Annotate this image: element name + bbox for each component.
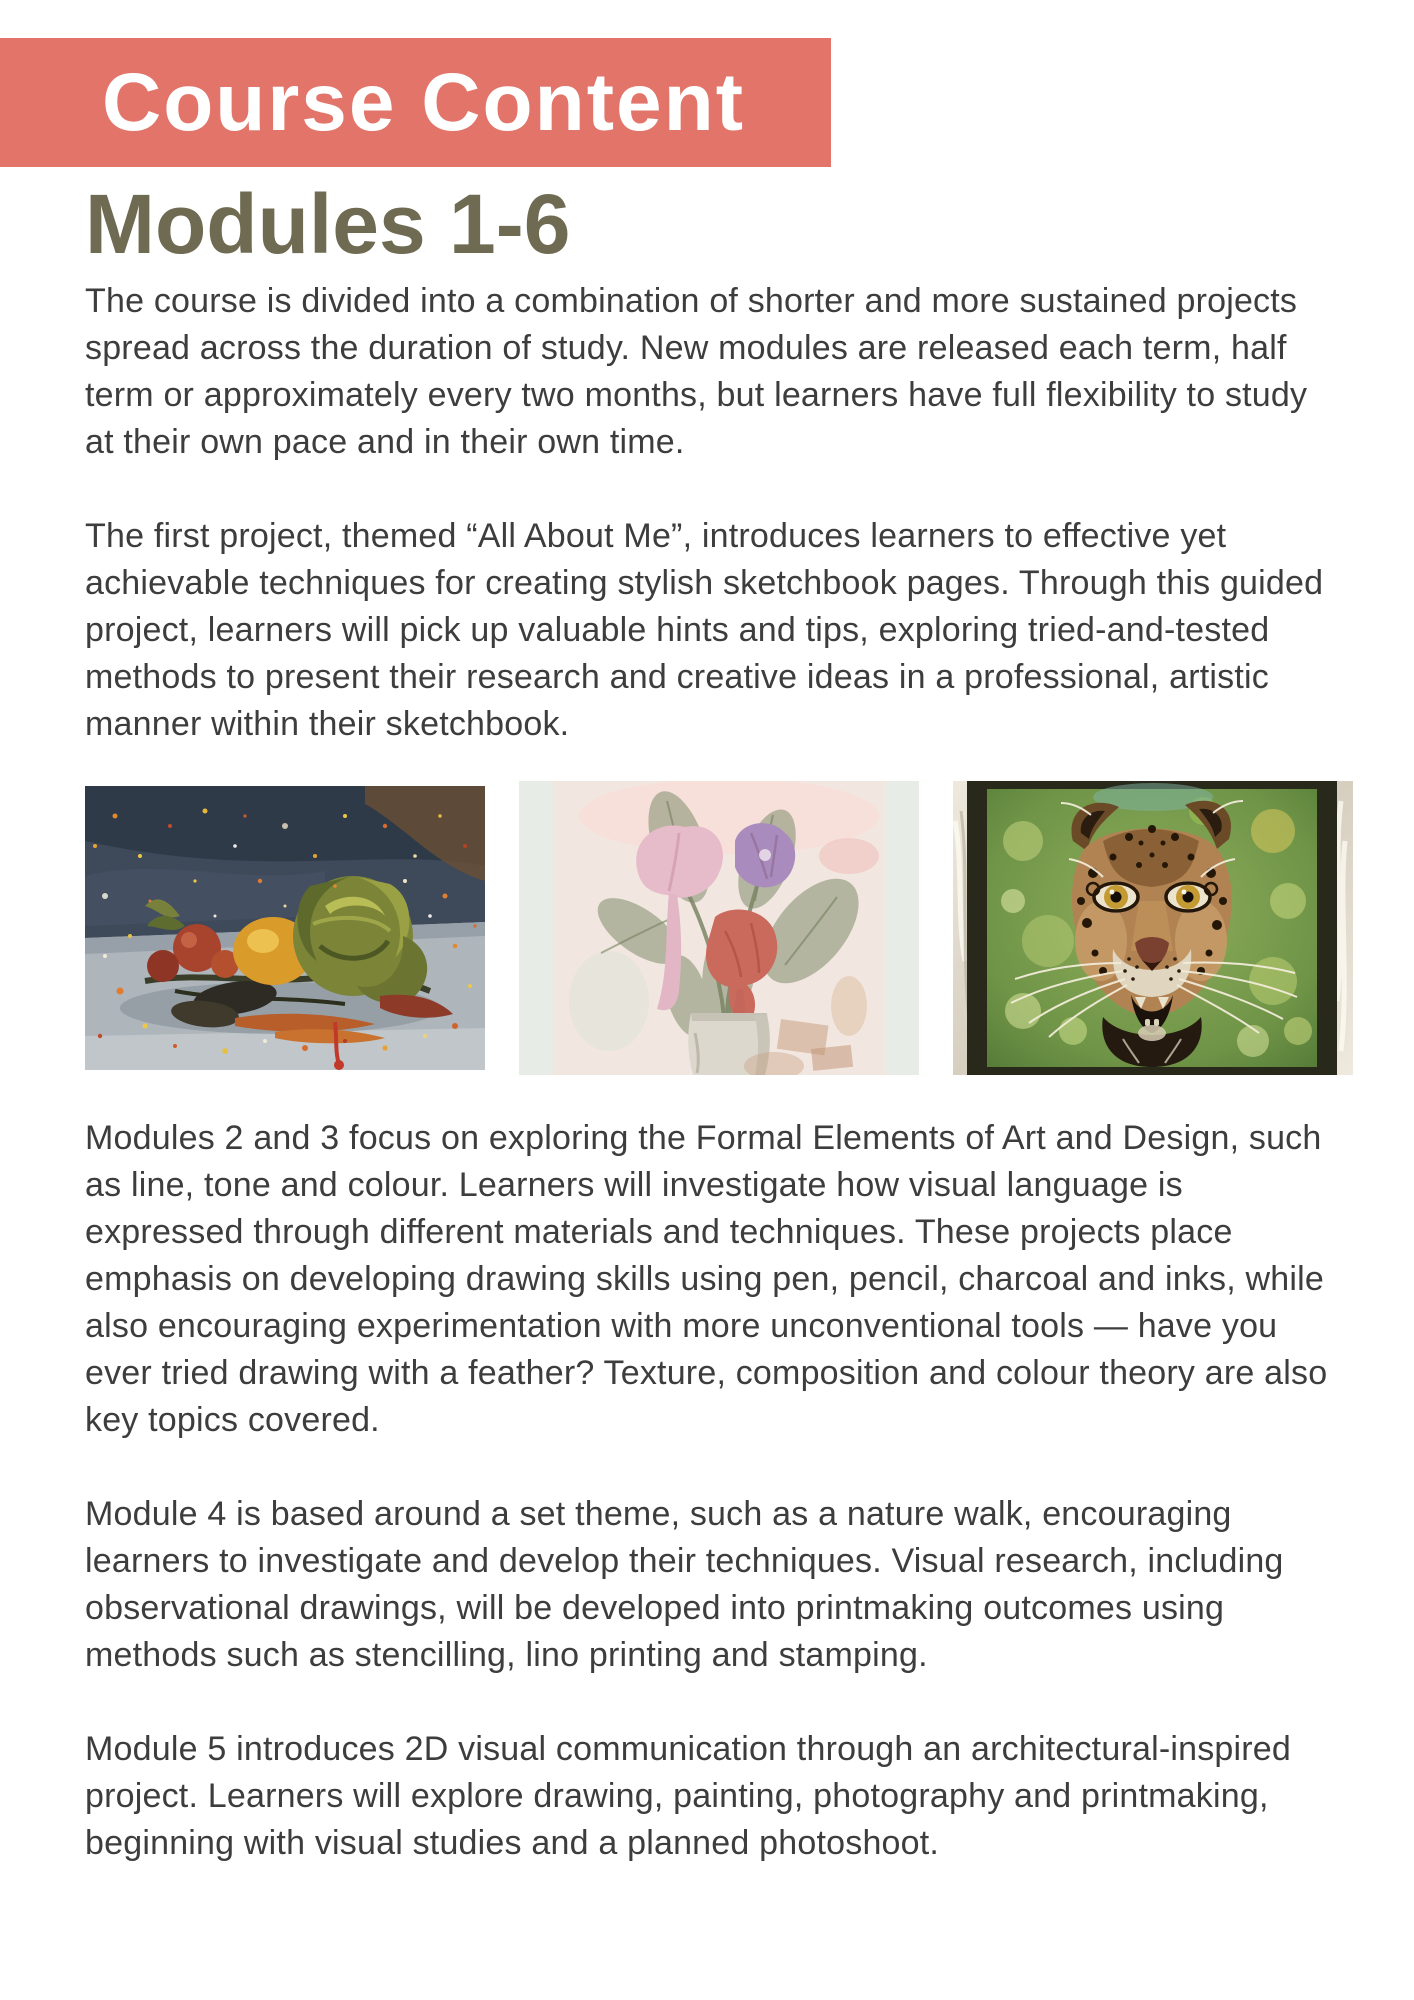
leopard-painting-image [953,781,1353,1075]
image-gallery [85,781,1353,1075]
page-title: Modules 1-6 [85,177,571,271]
paragraph-module-4: Module 4 is based around a set theme, such as a nature walk, encouraging learners to investigate and develop their techniques. Visual research, including observational drawings, will be developed into printmaking outcomes using methods such as stencilling, lino printing and stamping. [85,1495,1284,1674]
paragraph-module-5: Module 5 introduces 2D visual communication through an architectural-inspired project. Learners will explore drawing, painting, photography and printmaking, beginning with visual studies and a planned photoshoot. [85,1730,1292,1862]
flower-monoprint-artwork [519,781,919,1075]
still-life-image [85,786,485,1070]
course-content-banner [0,38,831,167]
leopard-artwork [953,781,1353,1075]
paragraph-first-project: The first project, themed “All About Me”, introduces learners to effective yet achievable techniques for creating stylish sketchbook pages. Through this guided project, learners will pick up valuable hints and tips, exploring tried-and-tested methods to present their research and creative ideas in a professional, artistic manner within their sketchbook. [85,517,1324,743]
flower-print-image [519,781,919,1075]
paragraph-course-overview: The course is divided into a combination of shorter and more sustained projects spread across the duration of study. New modules are released each term, half term or approximately every two months, but learners have full flexibility to study at their own pace and in their own time. [85,282,1308,461]
banner-title: Course Content [102,56,745,148]
paragraph-modules-2-3: Modules 2 and 3 focus on exploring the Formal Elements of Art and Design, such as line, tone and colour. Learners will investigate how visual language is expressed through different materials and techniques. These projects place emphasis on developing drawing skills using pen, pencil, charcoal and inks, while also encouraging experimentation with more unconventional tools — have you ever tried drawing with a feather? Texture, composition and colour theory are also key topics covered. [85,1119,1328,1439]
still-life-artwork [85,786,485,1070]
